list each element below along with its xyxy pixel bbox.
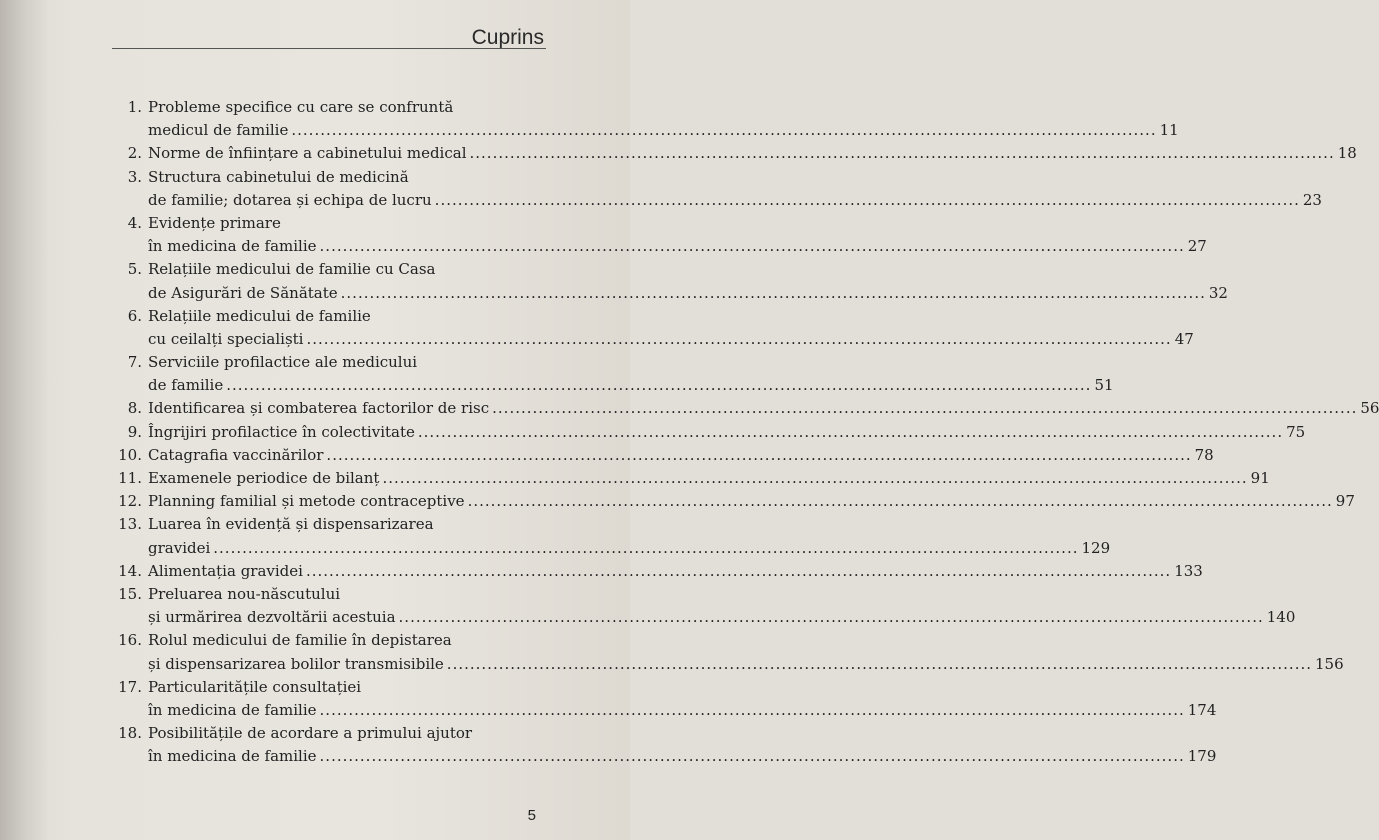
toc-entry (112, 421, 1306, 444)
toc-entry-title: în medicina de familie (148, 747, 317, 766)
toc-entry-number: 10. (118, 445, 142, 464)
toc-entry-title: Relațiile medicului de familie (148, 306, 371, 325)
toc-entry-body (148, 513, 1110, 559)
toc-entry-title: gravidei (148, 538, 211, 557)
toc-entry-page: 133 (1174, 561, 1203, 580)
toc-entry-title: Probleme specifice cu care se confruntă (148, 98, 454, 116)
toc-entry-number: 1. (127, 98, 142, 116)
header-divider (112, 48, 546, 49)
toc-entry-line (148, 212, 1207, 235)
toc-entry-title: medicul de familie (148, 121, 289, 140)
dot-leader (447, 653, 1312, 676)
toc-entry-page: 27 (1187, 237, 1207, 256)
toc-entry-title: Posibilitățile de acordare a primului ajutor (148, 724, 473, 743)
toc-entry-page: 156 (1315, 654, 1344, 673)
toc-entry-page: 56 (1360, 399, 1379, 418)
dot-leader (418, 421, 1283, 444)
toc-entry-page: 18 (1337, 144, 1357, 163)
toc-entry-title: Planning familial și metode contraceptive (148, 492, 465, 511)
toc-entry-body (148, 722, 1216, 768)
toc-entry-line (148, 166, 1322, 189)
toc-entry-line (148, 583, 1295, 606)
toc-entry-body (148, 142, 1357, 165)
toc-entry-number: 9. (127, 422, 142, 441)
toc-entry-title: și dispensarizarea bolilor transmisibile (148, 654, 444, 673)
toc-entry (112, 629, 1344, 675)
toc-entry-body (148, 676, 1216, 722)
toc-entry-title: Evidențe primare (148, 213, 281, 232)
dot-leader (435, 189, 1300, 212)
toc-entry-line (148, 745, 1216, 768)
toc-entry-line (148, 96, 1179, 119)
toc-entry-line (148, 444, 1214, 467)
toc-entry-line (148, 351, 1114, 374)
toc-entry-page: 23 (1302, 190, 1322, 209)
toc-entry (112, 560, 1203, 583)
toc-entry (112, 397, 1379, 420)
dot-leader (470, 142, 1335, 165)
toc-entry (112, 258, 1228, 304)
toc-entry-body (148, 560, 1203, 583)
toc-entry-title: de familie (148, 376, 224, 395)
toc-entry-page: 75 (1286, 422, 1306, 441)
toc-entry-line (148, 421, 1305, 444)
toc-entry (112, 212, 1207, 258)
toc-entry-title: Relațiile medicului de familie cu Casa (148, 260, 436, 279)
toc-entry-line (148, 374, 1114, 397)
toc-entry-number: 6. (127, 306, 142, 325)
toc-entry-number: 2. (127, 144, 142, 163)
toc-entry-line (148, 119, 1179, 142)
dot-leader (320, 699, 1185, 722)
toc-entry (112, 444, 1214, 467)
toc-entry (112, 583, 1296, 629)
toc-entry-title: de familie; dotarea și echipa de lucru (148, 190, 432, 209)
dot-leader (213, 537, 1078, 560)
toc-entry-number: 17. (118, 677, 142, 696)
toc-entry-line (148, 467, 1270, 490)
toc-entry-title: Examenele periodice de bilanț (148, 469, 380, 487)
toc-entry-number: 7. (127, 353, 142, 372)
toc-entry (112, 351, 1114, 397)
toc-entry-body (148, 397, 1379, 420)
toc-entry-line (148, 513, 1110, 536)
table-of-contents (112, 96, 1379, 768)
toc-entry-body (148, 421, 1305, 444)
toc-entry-title: Catagrafia vaccinărilor (148, 445, 324, 464)
toc-entry-title: Îngrijiri profilactice în colectivitate (148, 422, 415, 441)
toc-entry-line (148, 328, 1194, 351)
toc-entry-line (148, 142, 1357, 165)
toc-entry-line (148, 653, 1344, 676)
toc-entry-page: 179 (1187, 747, 1217, 766)
toc-entry-title: și urmărirea dezvoltării acestuia (148, 608, 396, 627)
toc-entry-number: 8. (127, 399, 142, 418)
toc-entry-body (148, 629, 1344, 675)
toc-entry-page: 51 (1094, 376, 1114, 395)
toc-entry-number: 3. (127, 167, 142, 186)
toc-entry (112, 722, 1217, 768)
dot-leader (306, 560, 1171, 583)
toc-entry-title: Luarea în evidență și dispensarizarea (148, 515, 434, 534)
toc-entry-page: 91 (1250, 469, 1270, 487)
toc-entry-number: 18. (118, 724, 142, 743)
toc-entry-title: cu ceilalți specialiști (148, 329, 304, 348)
dot-leader (320, 235, 1185, 258)
toc-entry-page: 78 (1194, 445, 1214, 464)
toc-entry-body (148, 490, 1355, 513)
dot-leader (326, 444, 1191, 467)
toc-entry-title: de Asigurări de Sănătate (148, 283, 338, 302)
toc-entry-page: 11 (1159, 121, 1179, 140)
toc-entry (112, 490, 1355, 513)
toc-entry-body (148, 444, 1214, 467)
toc-entry (112, 676, 1217, 722)
dot-leader (399, 606, 1264, 629)
toc-entry-number: 13. (118, 515, 142, 534)
toc-entry-page: 129 (1081, 538, 1111, 557)
toc-entry-number: 14. (118, 561, 142, 580)
toc-entry-number: 4. (127, 213, 142, 232)
dot-leader (291, 119, 1156, 142)
toc-entry-page: 32 (1208, 283, 1228, 302)
dot-leader (320, 745, 1185, 768)
toc-entry-number: 12. (118, 492, 142, 511)
toc-entry-title: Structura cabinetului de medicină (148, 167, 409, 186)
toc-entry-body (148, 258, 1228, 304)
dot-leader (492, 397, 1357, 420)
toc-entry-line (148, 699, 1216, 722)
toc-entry-body (148, 467, 1270, 490)
toc-entry-line (148, 560, 1203, 583)
toc-entry-line (148, 305, 1194, 328)
toc-entry-title: Rolul medicului de familie în depistarea (148, 631, 452, 650)
toc-entry-title: Alimentația gravidei (148, 561, 303, 580)
toc-entry-title: în medicina de familie (148, 700, 317, 719)
toc-entry-line (148, 282, 1228, 305)
toc-entry (112, 166, 1322, 212)
toc-entry (112, 305, 1194, 351)
toc-entry-page: 140 (1266, 608, 1296, 627)
page-title: Cuprins (471, 26, 544, 49)
toc-entry-title: Identificarea și combaterea factorilor de risc (148, 399, 490, 418)
toc-entry-title: Preluarea nou-născutului (148, 584, 341, 603)
toc-entry-line (148, 235, 1207, 258)
toc-entry-page: 174 (1187, 700, 1217, 719)
toc-entry-line (148, 722, 1216, 745)
toc-entry-number: 5. (127, 260, 142, 279)
dot-leader (306, 328, 1171, 351)
toc-entry-line (148, 606, 1295, 629)
toc-entry-title: Norme de înființare a cabinetului medical (148, 144, 467, 163)
toc-entry (112, 96, 1179, 142)
toc-entry-number: 16. (118, 631, 142, 650)
toc-entry-number: 11. (118, 469, 142, 487)
toc-entry (112, 513, 1111, 559)
toc-entry-body (148, 166, 1322, 212)
toc-entry-title: Particularitățile consultației (148, 677, 362, 696)
toc-entry (112, 467, 1270, 490)
dot-leader (341, 282, 1206, 305)
toc-entry-line (148, 258, 1228, 281)
toc-entry-line (148, 189, 1322, 212)
toc-entry-body (148, 96, 1179, 142)
toc-entry-line (148, 676, 1216, 699)
dot-leader (226, 374, 1091, 397)
book-spine-shadow (0, 0, 48, 840)
toc-entry-line (148, 490, 1355, 513)
dot-leader (468, 490, 1333, 513)
toc-entry-body (148, 351, 1114, 397)
toc-entry-line (148, 629, 1344, 652)
toc-entry-line (148, 397, 1379, 420)
toc-entry-page: 97 (1335, 492, 1355, 511)
toc-entry-number: 15. (118, 584, 142, 603)
toc-entry-page: 47 (1174, 329, 1194, 348)
toc-entry-body (148, 305, 1194, 351)
page-number: 5 (527, 807, 536, 824)
toc-entry-body (148, 583, 1295, 629)
toc-entry (112, 142, 1357, 165)
dot-leader (382, 467, 1247, 490)
toc-entry-line (148, 537, 1110, 560)
toc-entry-title: Serviciile profilactice ale medicului (148, 353, 418, 372)
toc-entry-body (148, 212, 1207, 258)
toc-entry-title: în medicina de familie (148, 237, 317, 256)
